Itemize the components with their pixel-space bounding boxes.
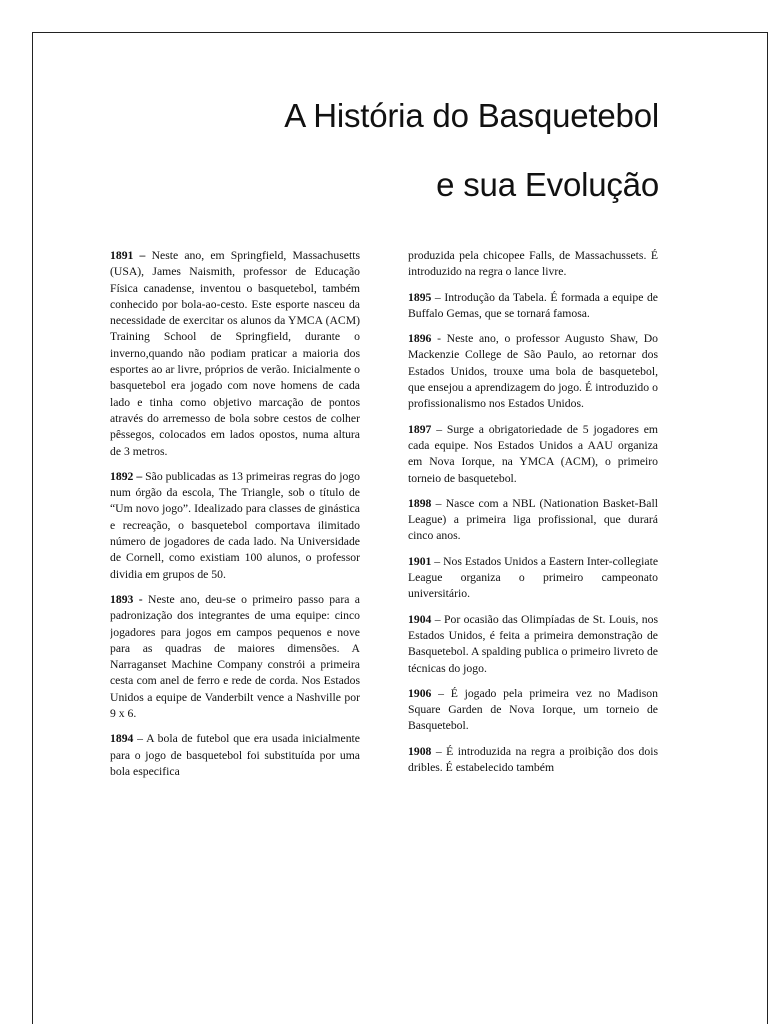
year-label: 1898 <box>408 496 432 510</box>
paragraph-text: São publicadas as 13 primeiras regras do jogo num órgão da escola, The Triangle, sob o título de “Um novo jogo”. Idealizado para classes de ginástica e recreação, o basquetebol comportava ilimitado número de jogadores de cada lado. Na Universidade de Cornell, como existiam 100 alunos, o professor dividia em grupos de 50. <box>110 469 360 581</box>
paragraph-text: – É jogado pela primeira vez no Madison Square Garden de Nova Iorque, um torneio de Basquetebol. <box>408 686 658 733</box>
year-label: 1901 <box>408 554 432 568</box>
paragraph-1895 <box>408 290 658 323</box>
year-label: 1897 <box>408 422 432 436</box>
paragraph-1904 <box>408 612 658 677</box>
document-page <box>32 32 768 1024</box>
title-line-1: A História do Basquetebol <box>284 97 659 134</box>
left-column <box>110 248 360 993</box>
document-title <box>93 95 659 206</box>
paragraph-text: Neste ano, deu-se o primeiro passo para a padronização dos integrantes de uma equipe: cinco jogadores para jogos em campos pequenos e nove para as quadras de maiores dimensões. A Narraganset Machine Company constrói a primeira cesta com anel de ferro e rede de corda. Nos Estados Unidos a equipe de Vanderbilt vence a Nashville por 9 x 6. <box>110 592 360 721</box>
year-label: 1895 <box>408 290 432 304</box>
paragraph-1897 <box>408 422 658 487</box>
year-label: 1904 <box>408 612 432 626</box>
paragraph-text: – É introduzida na regra a proibição dos dois dribles. É estabelecido também <box>408 744 658 775</box>
year-label: 1896 <box>408 332 432 346</box>
paragraph-1898 <box>408 496 658 545</box>
paragraph-1906 <box>408 686 658 735</box>
paragraph-text: – A bola de futebol que era usada inicialmente para o jogo de basquetebol foi substituída por uma bola especifica <box>110 732 360 778</box>
title-line-2: e sua Evolução <box>436 166 659 204</box>
paragraph-text: – Introdução da Tabela. É formada a equipe de Buffalo Gemas, que se tornará famosa. <box>408 290 658 320</box>
year-label: 1894 <box>110 732 134 746</box>
paragraph-1892 <box>110 469 360 583</box>
paragraph-text: produzida pela chicopee Falls, de Massachussets. É introduzido na regra o lance livre. <box>408 249 658 279</box>
right-column <box>408 248 658 993</box>
paragraph-text: – Nos Estados Unidos a Eastern Inter-collegiate League organiza o primeiro campeonato universitário. <box>408 554 658 601</box>
paragraph-1908 <box>408 744 658 777</box>
year-label: 1891 – <box>110 249 146 262</box>
year-label: 1908 <box>408 744 432 758</box>
paragraph-1894-continued <box>408 248 658 281</box>
paragraph-1894 <box>110 731 360 780</box>
paragraph-text: Neste ano, em Springfield, Massachusetts (USA), James Naismith, professor de Educação Física canadense, inventou o basquetebol, também conhecido por bola-ao-cesto. Este esporte nasceu da necessidade de exercitar os alunos da YMCA (ACM) Training School de Springfield, durante o inverno,quando não podiam praticar a maioria dos esportes ao ar livre, próprios de verão. Inicialmente o basquetebol era jogado com nove homens de cada lado e tinha como objetivo marcação de pontos através do arremesso de bola sobre cestos de colher pêssegos, colocados em lados opostos, numa altura de 3 metros. <box>110 249 360 458</box>
year-label: 1892 – <box>110 469 143 483</box>
year-label: 1906 <box>408 686 432 700</box>
paragraph-text: – Surge a obrigatoriedade de 5 jogadores em cada equipe. Nos Estados Unidos a AAU organiza em Nova Iorque, na YMCA (ACM), o primeiro torneio de basquetebol. <box>408 422 658 485</box>
paragraph-1896 <box>408 331 658 412</box>
year-label: 1893 - <box>110 592 143 606</box>
paragraph-text: – Nasce com a NBL (Nationation Basket-Ball League) a primeira liga profissional, que durará cinco anos. <box>408 496 658 543</box>
paragraph-1901 <box>408 554 658 603</box>
paragraph-1893 <box>110 592 360 722</box>
paragraph-text: - Neste ano, o professor Augusto Shaw, Do Mackenzie College de São Paulo, ao retornar dos Estados Unidos, trouxe uma bola de basquetebol, que ensejou a aprendizagem do jogo. É introduzido o profissionalismo nos Estados Unidos. <box>408 332 658 411</box>
paragraph-text: – Por ocasião das Olimpíadas de St. Louis, nos Estados Unidos, é feita a primeira demonstração de Basquetebol. A spalding publica o primeiro livreto de técnicas do jogo. <box>408 612 658 675</box>
paragraph-1891 <box>110 248 360 460</box>
